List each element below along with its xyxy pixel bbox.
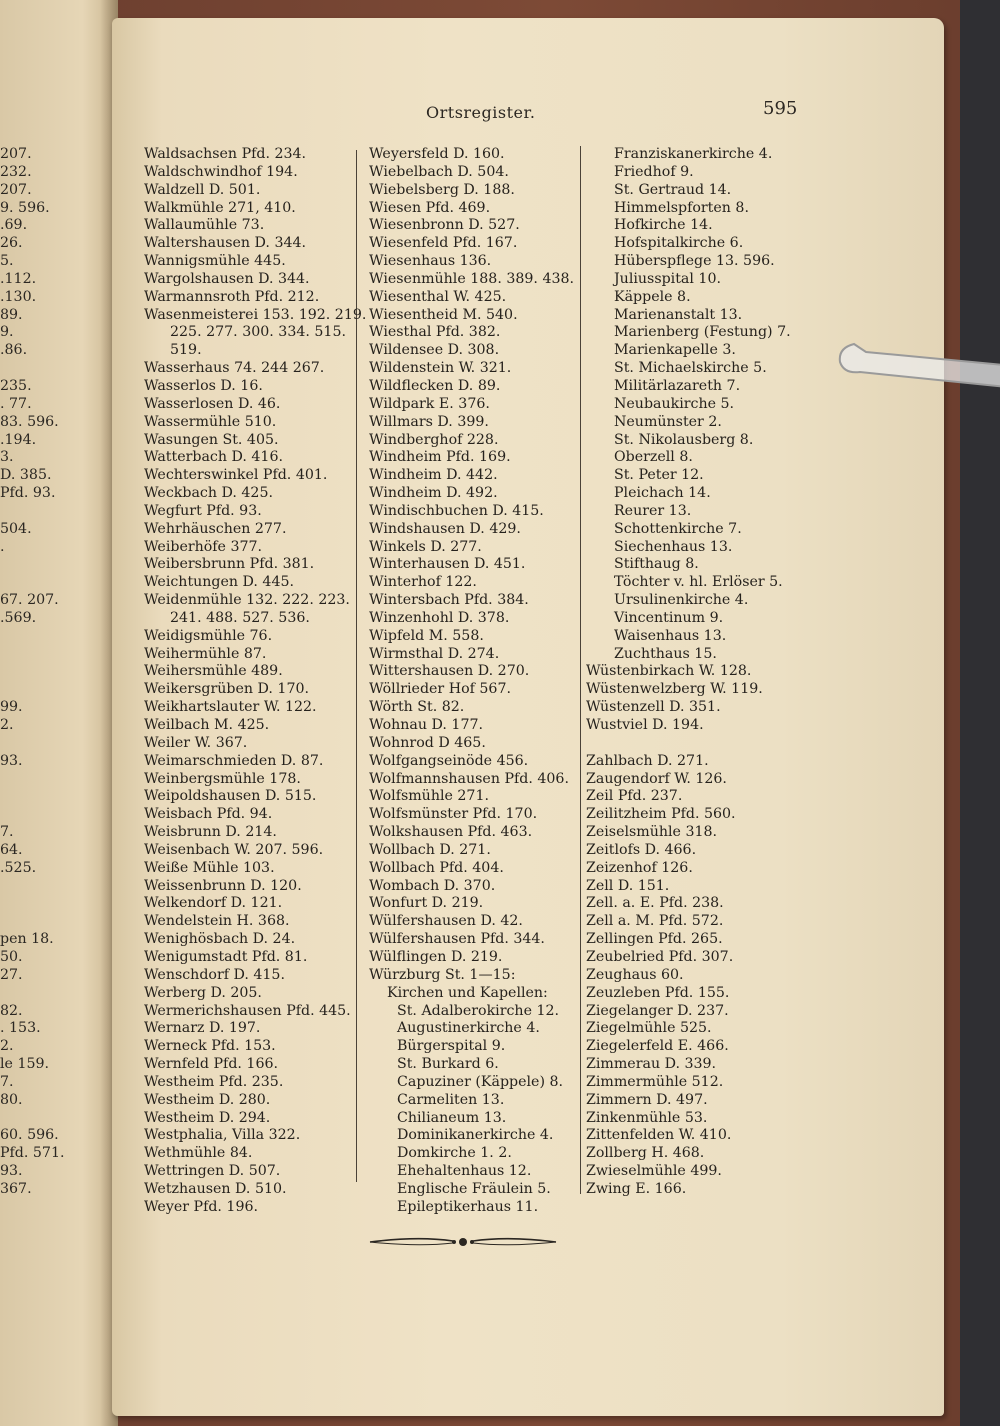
index-entry: Ziegelmühle 525. — [586, 1020, 712, 1037]
index-entry: Wülfershausen Pfd. 344. — [369, 931, 545, 948]
index-entry: Westheim D. 280. — [144, 1091, 271, 1108]
index-entry: Wülfershausen D. 42. — [369, 913, 523, 930]
index-entry: Domkirche 1. 2. — [397, 1145, 512, 1162]
index-entry: Wüstenzell D. 351. — [586, 699, 721, 716]
index-entry: Wenighösbach D. 24. — [144, 931, 296, 948]
index-entry: Wöllrieder Hof 567. — [369, 681, 511, 698]
index-entry: Wolfmannshausen Pfd. 406. — [369, 770, 569, 787]
index-entry: Waldschwindhof 194. — [144, 163, 298, 180]
index-entry: Weipoldshausen D. 515. — [144, 788, 317, 805]
index-entry: Windheim Pfd. 169. — [369, 449, 511, 466]
left-fragment: 67. 207. — [0, 592, 59, 609]
index-entry: Wolfsmühle 271. — [369, 788, 489, 805]
index-entry: Wasserhaus 74. 244 267. — [144, 360, 325, 377]
column-rule-2 — [580, 146, 581, 1194]
index-entry: Weyer Pfd. 196. — [144, 1198, 259, 1215]
index-entry: Zittenfelden W. 410. — [586, 1127, 732, 1144]
index-entry: Winterhof 122. — [369, 574, 477, 591]
index-entry: Zell. a. E. Pfd. 238. — [586, 895, 724, 912]
left-fragment: 93. — [0, 752, 23, 769]
index-entry: Weiberhöfe 377. — [144, 538, 263, 555]
index-entry: Ursulinenkirche 4. — [614, 592, 749, 609]
left-fragment: 93. — [0, 1163, 23, 1180]
index-entry: Waldsachsen Pfd. 234. — [144, 146, 307, 162]
index-entry: Wittershausen D. 270. — [369, 663, 530, 680]
index-entry: Wombach D. 370. — [369, 877, 496, 894]
left-fragment: 80. — [0, 1091, 23, 1108]
index-entry: Zimmern D. 497. — [586, 1091, 708, 1108]
index-entry: Zeilitzheim Pfd. 560. — [586, 806, 736, 823]
left-fragment: .112. — [0, 270, 37, 287]
index-entry: Wiesentheid M. 540. — [369, 306, 518, 323]
index-entry: Wettringen D. 507. — [144, 1163, 281, 1180]
index-entry: Kirchen und Kapellen: — [387, 984, 548, 1001]
index-entry: Zimmerau D. 339. — [586, 1056, 717, 1073]
index-entry: Marienanstalt 13. — [614, 306, 743, 323]
running-header: Ortsregister. — [426, 103, 536, 122]
index-entry: Werberg D. 205. — [144, 984, 262, 1001]
index-entry: Wendelstein H. 368. — [144, 913, 290, 930]
index-entry: Wehrhäuschen 277. — [144, 520, 287, 537]
index-entry — [586, 735, 791, 753]
left-fragment: 82. — [0, 1002, 23, 1019]
index-entry: Wethmühle 84. — [144, 1145, 253, 1162]
left-fragment: .525. — [0, 859, 37, 876]
index-entry: Waldzell D. 501. — [144, 181, 261, 198]
left-fragment: 99. — [0, 699, 23, 716]
index-entry: Zwieselmühle 499. — [586, 1163, 722, 1180]
index-entry: Bürgerspital 9. — [397, 1038, 506, 1055]
index-entry: Winterhausen D. 451. — [369, 556, 526, 573]
index-entry: Windberghof 228. — [369, 431, 499, 448]
end-ornament — [368, 1232, 558, 1252]
left-fragment: 232. — [0, 163, 32, 180]
index-entry: Wallaumühle 73. — [144, 217, 265, 234]
index-entry: 241. 488. 527. 536. — [170, 609, 310, 626]
index-entry: Zimmermühle 512. — [586, 1073, 724, 1090]
index-entry: Oberzell 8. — [614, 449, 693, 466]
left-fragment: . 153. — [0, 1020, 41, 1037]
index-entry: Windheim D. 442. — [369, 467, 498, 484]
index-entry: St. Burkard 6. — [397, 1056, 499, 1073]
index-entry: Welkendorf D. 121. — [144, 895, 283, 912]
index-entry: Westheim Pfd. 235. — [144, 1073, 284, 1090]
left-fragment: 207. — [0, 181, 32, 198]
index-entry: Weyersfeld D. 160. — [369, 146, 505, 162]
index-entry: Reurer 13. — [614, 502, 692, 519]
index-entry: Würzburg St. 1—15: — [369, 966, 516, 983]
index-entry: Wasserlos D. 16. — [144, 377, 263, 394]
index-entry: Augustinerkirche 4. — [397, 1020, 540, 1037]
index-entry: Zell a. M. Pfd. 572. — [586, 913, 724, 930]
index-entry: Wenschdorf D. 415. — [144, 966, 285, 983]
index-entry: Wiesenthal W. 425. — [369, 288, 507, 305]
left-fragment: D. 385. — [0, 467, 52, 484]
index-entry: Wülflingen D. 219. — [369, 948, 503, 965]
index-entry: Neubaukirche 5. — [614, 395, 735, 412]
index-entry: Ziegelanger D. 237. — [586, 1002, 729, 1019]
left-fragment: 27. — [0, 966, 23, 983]
index-entry: Zellingen Pfd. 265. — [586, 931, 723, 948]
index-entry: Militärlazareth 7. — [614, 377, 741, 394]
index-entry: Windheim D. 492. — [369, 485, 498, 502]
index-entry: Marienkapelle 3. — [614, 342, 736, 359]
index-entry: Wiesenhaus 136. — [369, 253, 492, 270]
index-entry: Wohnau D. 177. — [369, 717, 484, 733]
index-entry: Wegfurt Pfd. 93. — [144, 502, 262, 519]
index-entry: Wustviel D. 194. — [586, 717, 704, 733]
index-entry: Zinkenmühle 53. — [586, 1109, 708, 1126]
index-entry: Zeil Pfd. 237. — [586, 788, 683, 805]
index-entry: Waisenhaus 13. — [614, 627, 727, 644]
index-entry: Westphalia, Villa 322. — [144, 1127, 301, 1144]
index-entry: Chilianeum 13. — [397, 1109, 507, 1126]
index-entry: Capuziner (Käppele) 8. — [397, 1073, 564, 1090]
index-entry: Wörth St. 82. — [369, 699, 465, 716]
index-entry: Wonfurt D. 219. — [369, 895, 484, 912]
index-entry: Ehehaltenhaus 12. — [397, 1163, 532, 1180]
index-entry: Westheim D. 294. — [144, 1109, 271, 1126]
index-entry: Wassermühle 510. — [144, 413, 277, 430]
index-entry: Wannigsmühle 445. — [144, 253, 286, 270]
left-fragment: . — [0, 538, 5, 555]
index-entry: Windischbuchen D. 415. — [369, 502, 544, 519]
page-number: 595 — [763, 98, 798, 119]
index-entry: Winzenhohl D. 378. — [369, 609, 510, 626]
left-fragment: . 77. — [0, 395, 32, 412]
left-fragment: .569. — [0, 609, 37, 626]
index-entry: Wiebelbach D. 504. — [369, 163, 509, 180]
index-entry: Hüberspflege 13. 596. — [614, 253, 775, 270]
index-entry: 225. 277. 300. 334. 515. — [170, 324, 346, 341]
index-entry: Wiesenfeld Pfd. 167. — [369, 235, 518, 252]
left-fragment: 7. — [0, 1073, 14, 1090]
left-fragment: 367. — [0, 1180, 32, 1197]
index-column-2 — [369, 146, 574, 1217]
index-entry: Zwing E. 166. — [586, 1180, 687, 1197]
left-fragment: .69. — [0, 217, 28, 234]
index-entry: Wüstenwelzberg W. 119. — [586, 681, 763, 698]
index-entry: Wirmsthal D. 274. — [369, 645, 500, 662]
index-entry: Zuchthaus 15. — [614, 645, 717, 662]
index-entry: Wiesenmühle 188. 389. 438. — [369, 270, 575, 287]
index-entry: Vincentinum 9. — [614, 609, 724, 626]
left-fragment: 2. — [0, 717, 14, 733]
index-entry: Weilbach M. 425. — [144, 717, 270, 733]
index-entry: St. Adalberokirche 12. — [397, 1002, 560, 1019]
index-entry: Werneck Pfd. 153. — [144, 1038, 276, 1055]
index-entry: Ziegelerfeld E. 466. — [586, 1038, 729, 1055]
page-clip — [836, 338, 1000, 396]
index-entry: Weckbach D. 425. — [144, 485, 273, 502]
index-entry: Käppele 8. — [614, 288, 691, 305]
left-fragment: 50. — [0, 948, 23, 965]
index-entry: Willmars D. 399. — [369, 413, 489, 430]
index-entry: St. Michaelskirche 5. — [614, 360, 767, 377]
left-fragment: 235. — [0, 377, 32, 394]
left-fragment: .130. — [0, 288, 37, 305]
left-fragment: .194. — [0, 431, 37, 448]
index-entry: Weisbach Pfd. 94. — [144, 806, 273, 823]
index-entry: Carmeliten 13. — [397, 1091, 505, 1108]
index-entry: Winkels D. 277. — [369, 538, 482, 555]
index-entry: St. Peter 12. — [614, 467, 704, 484]
left-fragment: Pfd. 571. — [0, 1145, 65, 1162]
index-entry: Wintersbach Pfd. 384. — [369, 592, 529, 609]
index-entry: Friedhof 9. — [614, 163, 694, 180]
index-entry: Franziskanerkirche 4. — [614, 146, 773, 162]
index-entry: Wetzhausen D. 510. — [144, 1180, 287, 1197]
index-entry: Wildflecken D. 89. — [369, 377, 501, 394]
left-fragment: 5. — [0, 253, 14, 270]
index-entry: Weinbergsmühle 178. — [144, 770, 301, 787]
left-fragment: 9. 596. — [0, 199, 50, 216]
index-entry: Zeughaus 60. — [586, 966, 684, 983]
index-entry: Windshausen D. 429. — [369, 520, 521, 537]
left-fragment: 2. — [0, 1038, 14, 1055]
index-entry: Weichtungen D. 445. — [144, 574, 295, 591]
index-entry: Epileptikerhaus 11. — [397, 1198, 539, 1215]
index-entry: Weibersbrunn Pfd. 381. — [144, 556, 315, 573]
index-entry: Weisbrunn D. 214. — [144, 824, 277, 841]
left-fragment: Pfd. 93. — [0, 485, 56, 502]
index-entry: Weihersmühle 489. — [144, 663, 283, 680]
index-entry: Hofkirche 14. — [614, 217, 713, 234]
index-entry: Juliusspital 10. — [614, 270, 721, 287]
index-entry: Hofspitalkirche 6. — [614, 235, 744, 252]
index-entry: Töchter v. hl. Erlöser 5. — [614, 574, 783, 591]
left-fragment: 504. — [0, 520, 32, 537]
left-fragment: 26. — [0, 235, 23, 252]
index-entry: Englische Fräulein 5. — [397, 1180, 551, 1197]
index-entry: Zahlbach D. 271. — [586, 752, 709, 769]
index-entry: Walkmühle 271, 410. — [144, 199, 296, 216]
index-entry: Wasenmeisterei 153. 192. 219. — [144, 306, 367, 323]
index-entry: Himmelspforten 8. — [614, 199, 749, 216]
index-entry: Zeubelried Pfd. 307. — [586, 948, 734, 965]
index-entry: Weissenbrunn D. 120. — [144, 877, 302, 894]
index-entry: Weiße Mühle 103. — [144, 859, 275, 876]
index-entry: Wolfgangseinöde 456. — [369, 752, 529, 769]
left-fragment: pen 18. — [0, 931, 54, 948]
index-entry: Wollbach D. 271. — [369, 841, 491, 858]
left-fragment: .86. — [0, 342, 28, 359]
index-entry: Weikersgrüben D. 170. — [144, 681, 310, 698]
left-fragment: 83. 596. — [0, 413, 59, 430]
index-entry: 519. — [170, 342, 202, 359]
index-entry: Wasungen St. 405. — [144, 431, 279, 448]
index-entry: Dominikanerkirche 4. — [397, 1127, 554, 1144]
index-entry: Wasserlosen D. 46. — [144, 395, 281, 412]
index-entry: Wolfsmünster Pfd. 170. — [369, 806, 538, 823]
index-entry: Wiesen Pfd. 469. — [369, 199, 491, 216]
index-column-1 — [144, 146, 366, 1217]
cover-edge — [960, 0, 1000, 1426]
index-entry: St. Nikolausberg 8. — [614, 431, 754, 448]
left-fragment: 3. — [0, 449, 14, 466]
index-entry: Wüstenbirkach W. 128. — [586, 663, 752, 680]
index-entry: Waltershausen D. 344. — [144, 235, 307, 252]
index-entry: Watterbach D. 416. — [144, 449, 283, 466]
left-fragment: 7. — [0, 824, 14, 841]
index-entry: Weisenbach W. 207. 596. — [144, 841, 324, 858]
index-entry: Stifthaug 8. — [614, 556, 699, 573]
index-column-3 — [586, 146, 791, 1199]
index-entry: Wermerichshausen Pfd. 445. — [144, 1002, 351, 1019]
index-entry: Zeiselsmühle 318. — [586, 824, 718, 841]
index-entry: Wipfeld M. 558. — [369, 627, 484, 644]
index-entry: Siechenhaus 13. — [614, 538, 733, 555]
index-entry: Weihermühle 87. — [144, 645, 267, 662]
left-fragment: 64. — [0, 841, 23, 858]
index-entry: Wenigumstadt Pfd. 81. — [144, 948, 308, 965]
index-entry: Wechterswinkel Pfd. 401. — [144, 467, 328, 484]
left-fragment: 60. 596. — [0, 1127, 59, 1144]
left-fragment: le 159. — [0, 1056, 50, 1073]
index-entry: Marienberg (Festung) 7. — [614, 324, 791, 341]
index-entry: Warmannsroth Pfd. 212. — [144, 288, 320, 305]
left-page — [0, 0, 118, 1426]
index-entry: Wollbach Pfd. 404. — [369, 859, 504, 876]
left-fragment: 207. — [0, 146, 32, 162]
index-entry: Wernarz D. 197. — [144, 1020, 261, 1037]
index-entry: Zeuzleben Pfd. 155. — [586, 984, 730, 1001]
index-entry: Neumünster 2. — [614, 413, 722, 430]
index-entry: Schottenkirche 7. — [614, 520, 742, 537]
index-entry: Zeizenhof 126. — [586, 859, 693, 876]
index-entry: Wargolshausen D. 344. — [144, 270, 310, 287]
index-entry: Wolkshausen Pfd. 463. — [369, 824, 533, 841]
index-entry: Zell D. 151. — [586, 877, 670, 894]
index-entry: Wildpark E. 376. — [369, 395, 490, 412]
index-entry: Wildensee D. 308. — [369, 342, 500, 359]
index-entry: Wohnrod D 465. — [369, 734, 486, 751]
index-entry: St. Gertraud 14. — [614, 181, 732, 198]
index-entry: Zollberg H. 468. — [586, 1145, 705, 1162]
index-entry: Wiesthal Pfd. 382. — [369, 324, 501, 341]
left-fragment: 89. — [0, 306, 23, 323]
index-entry: Zeitlofs D. 466. — [586, 841, 697, 858]
index-entry: Wildenstein W. 321. — [369, 360, 512, 377]
left-fragment: 9. — [0, 324, 14, 341]
index-entry: Pleichach 14. — [614, 485, 711, 502]
index-entry: Zaugendorf W. 126. — [586, 770, 727, 787]
index-entry: Weimarschmieden D. 87. — [144, 752, 324, 769]
index-entry: Wiebelsberg D. 188. — [369, 181, 515, 198]
index-entry: Wernfeld Pfd. 166. — [144, 1056, 279, 1073]
index-entry: Weikhartslauter W. 122. — [144, 699, 317, 716]
index-entry: Weiler W. 367. — [144, 734, 248, 751]
index-entry: Weidenmühle 132. 222. 223. — [144, 592, 350, 609]
index-entry: Weidigsmühle 76. — [144, 627, 273, 644]
index-entry: Wiesenbronn D. 527. — [369, 217, 520, 234]
